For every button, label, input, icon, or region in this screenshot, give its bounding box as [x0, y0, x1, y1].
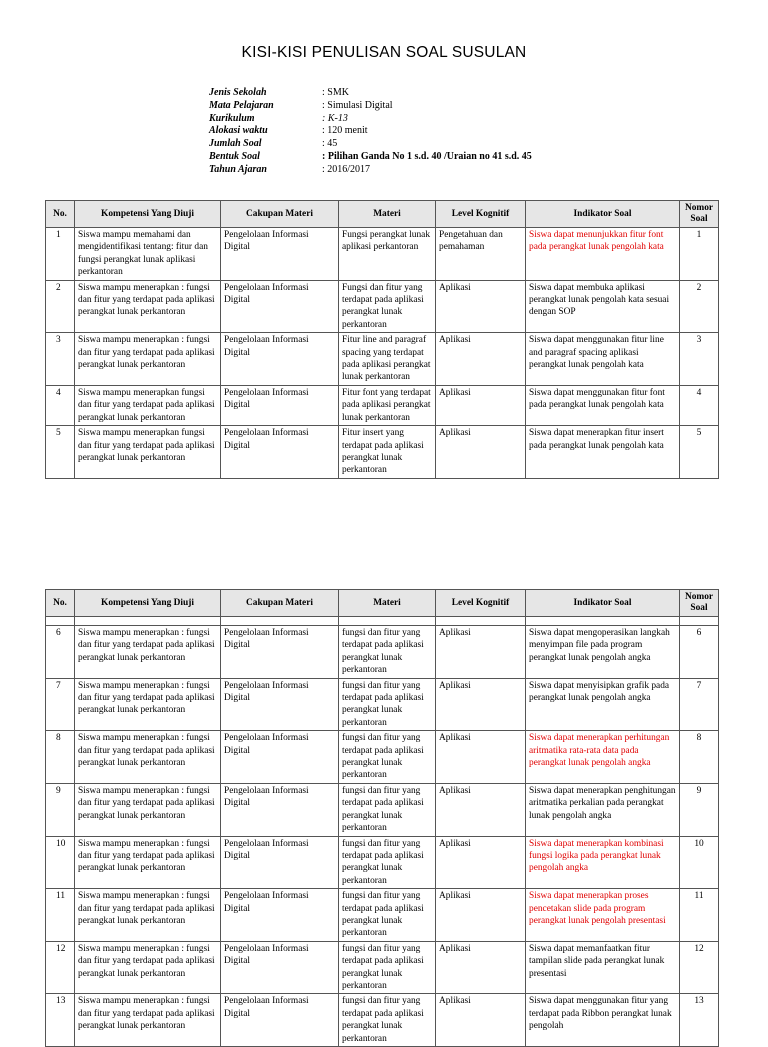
- table-row: [46, 889, 719, 942]
- cell-nomor-soal: 7: [680, 678, 719, 731]
- cell-level-kognitif: Aplikasi: [436, 889, 526, 942]
- cell-level-kognitif: Aplikasi: [436, 626, 526, 679]
- cell-materi: Fitur line and paragraf spacing yang terdapat pada aplikasi perangkat lunak perkantoran: [339, 333, 436, 386]
- cell-indikator-soal: Siswa dapat menyisipkan grafik pada perangkat lunak pengolah angka: [526, 678, 680, 731]
- cell-no: 12: [46, 941, 75, 994]
- cell-cakupan-materi: Pengelolaan Informasi Digital: [221, 385, 339, 425]
- meta-row-alokasi-waktu: [209, 125, 532, 138]
- table-row: [46, 228, 719, 281]
- cell-indikator-soal: Siswa dapat menerapkan penghitungan aritmatika perkalian pada perangkat lunak pengolah angka: [526, 783, 680, 836]
- column-header-materi: Materi: [339, 201, 436, 228]
- cell-level-kognitif: Aplikasi: [436, 994, 526, 1047]
- document-meta: [209, 87, 532, 177]
- cell-kompetensi: Siswa mampu menerapkan : fungsi dan fitur yang terdapat pada aplikasi perangkat lunak perkantoran: [75, 783, 221, 836]
- table-header-row: [46, 590, 719, 617]
- cell-indikator-soal: Siswa dapat menunjukkan fitur font pada perangkat lunak pengolah kata: [526, 228, 680, 281]
- cell-materi: Fungsi perangkat lunak aplikasi perkantoran: [339, 228, 436, 281]
- meta-row-bentuk-soal: [209, 151, 532, 164]
- cell-level-kognitif: Aplikasi: [436, 731, 526, 784]
- cell-nomor-soal: 3: [680, 333, 719, 386]
- cell-no: 9: [46, 783, 75, 836]
- cell-level-kognitif: Aplikasi: [436, 941, 526, 994]
- blank-cell: [339, 617, 436, 626]
- cell-materi: fungsi dan fitur yang terdapat pada aplikasi perangkat lunak perkantoran: [339, 626, 436, 679]
- meta-row-kurikulum: [209, 113, 532, 126]
- cell-level-kognitif: Aplikasi: [436, 333, 526, 386]
- cell-nomor-soal: 10: [680, 836, 719, 889]
- column-header-no: No.: [46, 201, 75, 228]
- cell-nomor-soal: 12: [680, 941, 719, 994]
- cell-kompetensi: Siswa mampu menerapkan : fungsi dan fitur yang terdapat pada aplikasi perangkat lunak perkantoran: [75, 333, 221, 386]
- column-header-indikator-soal: Indikator Soal: [526, 590, 680, 617]
- cell-nomor-soal: 11: [680, 889, 719, 942]
- cell-kompetensi: Siswa mampu menerapkan : fungsi dan fitur yang terdapat pada aplikasi perangkat lunak perkantoran: [75, 731, 221, 784]
- blank-cell: [436, 617, 526, 626]
- cell-indikator-soal: Siswa dapat mengoperasikan langkah menyimpan file pada program perangkat lunak pengolah angka: [526, 626, 680, 679]
- cell-indikator-soal: Siswa dapat menerapkan fitur insert pada perangkat lunak pengolah kata: [526, 426, 680, 479]
- cell-kompetensi: Siswa mampu memahami dan mengidentifikasi tentang: fitur dan fungsi perangkat lunak aplikasi perkantoran: [75, 228, 221, 281]
- cell-cakupan-materi: Pengelolaan Informasi Digital: [221, 333, 339, 386]
- cell-no: 13: [46, 994, 75, 1047]
- cell-kompetensi: Siswa mampu menerapkan : fungsi dan fitur yang terdapat pada aplikasi perangkat lunak perkantoran: [75, 994, 221, 1047]
- cell-level-kognitif: Aplikasi: [436, 426, 526, 479]
- column-header-cakupan-materi: Cakupan Materi: [221, 590, 339, 617]
- cell-nomor-soal: 4: [680, 385, 719, 425]
- column-header-indikator-soal: Indikator Soal: [526, 201, 680, 228]
- cell-no: 1: [46, 228, 75, 281]
- cell-no: 11: [46, 889, 75, 942]
- table-body: [46, 228, 719, 479]
- cell-no: 5: [46, 426, 75, 479]
- cell-kompetensi: Siswa mampu menerapkan : fungsi dan fitur yang terdapat pada aplikasi perangkat lunak perkantoran: [75, 626, 221, 679]
- cell-level-kognitif: Aplikasi: [436, 678, 526, 731]
- cell-materi: fungsi dan fitur yang terdapat pada aplikasi perangkat lunak perkantoran: [339, 889, 436, 942]
- meta-value: : 120 menit: [322, 125, 368, 137]
- cell-cakupan-materi: Pengelolaan Informasi Digital: [221, 994, 339, 1047]
- meta-value: : Simulasi Digital: [322, 99, 393, 111]
- cell-cakupan-materi: Pengelolaan Informasi Digital: [221, 678, 339, 731]
- cell-nomor-soal: 1: [680, 228, 719, 281]
- cell-no: 10: [46, 836, 75, 889]
- column-header-no: No.: [46, 590, 75, 617]
- column-header-kompetensi: Kompetensi Yang Diuji: [75, 201, 221, 228]
- column-header-kompetensi: Kompetensi Yang Diuji: [75, 590, 221, 617]
- table-row: [46, 626, 719, 679]
- meta-value: : SMK: [322, 87, 349, 98]
- cell-no: 8: [46, 731, 75, 784]
- meta-label: Alokasi waktu: [209, 125, 268, 137]
- table-header-row: [46, 201, 719, 228]
- cell-cakupan-materi: Pengelolaan Informasi Digital: [221, 280, 339, 333]
- cell-cakupan-materi: Pengelolaan Informasi Digital: [221, 889, 339, 942]
- meta-value: : Pilihan Ganda No 1 s.d. 40 /Uraian no 41 s.d. 45: [322, 150, 532, 162]
- table-row: [46, 941, 719, 994]
- cell-materi: fungsi dan fitur yang terdapat pada aplikasi perangkat lunak perkantoran: [339, 836, 436, 889]
- column-header-level-kognitif: Level Kognitif: [436, 201, 526, 228]
- column-header-level-kognitif: Level Kognitif: [436, 590, 526, 617]
- cell-level-kognitif: Aplikasi: [436, 280, 526, 333]
- meta-row-tahun-ajaran: [209, 164, 532, 177]
- meta-label: Bentuk Soal: [209, 150, 260, 162]
- blank-cell: [680, 617, 719, 626]
- cell-cakupan-materi: Pengelolaan Informasi Digital: [221, 941, 339, 994]
- table-row: [46, 333, 719, 386]
- cell-indikator-soal: Siswa dapat membuka aplikasi perangkat lunak pengolah kata sesuai dengan SOP: [526, 280, 680, 333]
- cell-kompetensi: Siswa mampu menerapkan : fungsi dan fitur yang terdapat pada aplikasi perangkat lunak perkantoran: [75, 836, 221, 889]
- column-header-cakupan-materi: Cakupan Materi: [221, 201, 339, 228]
- cell-materi: fungsi dan fitur yang terdapat pada aplikasi perangkat lunak perkantoran: [339, 731, 436, 784]
- cell-cakupan-materi: Pengelolaan Informasi Digital: [221, 626, 339, 679]
- cell-level-kognitif: Aplikasi: [436, 836, 526, 889]
- meta-label: Tahun Ajaran: [209, 163, 267, 175]
- cell-kompetensi: Siswa mampu menerapkan : fungsi dan fitur yang terdapat pada aplikasi perangkat lunak perkantoran: [75, 889, 221, 942]
- cell-level-kognitif: Pengetahuan dan pemahaman: [436, 228, 526, 281]
- cell-indikator-soal: Siswa dapat menerapkan kombinasi fungsi logika pada perangkat lunak pengolah angka: [526, 836, 680, 889]
- cell-kompetensi: Siswa mampu menerapkan : fungsi dan fitur yang terdapat pada aplikasi perangkat lunak perkantoran: [75, 941, 221, 994]
- cell-cakupan-materi: Pengelolaan Informasi Digital: [221, 228, 339, 281]
- cell-indikator-soal: Siswa dapat menggunakan fitur line and paragraf spacing aplikasi perangkat lunak pengolah kata: [526, 333, 680, 386]
- cell-materi: fungsi dan fitur yang terdapat pada aplikasi perangkat lunak perkantoran: [339, 941, 436, 994]
- cell-nomor-soal: 2: [680, 280, 719, 333]
- cell-cakupan-materi: Pengelolaan Informasi Digital: [221, 426, 339, 479]
- cell-kompetensi: Siswa mampu menerapkan fungsi dan fitur yang terdapat pada aplikasi perangkat lunak perkantoran: [75, 385, 221, 425]
- cell-nomor-soal: 8: [680, 731, 719, 784]
- meta-row-jumlah-soal: [209, 138, 532, 151]
- cell-materi: Fungsi dan fitur yang terdapat pada aplikasi perangkat lunak perkantoran: [339, 280, 436, 333]
- cell-nomor-soal: 6: [680, 626, 719, 679]
- meta-value: : 2016/2017: [322, 163, 371, 175]
- table-row: [46, 783, 719, 836]
- table-row: [46, 280, 719, 333]
- cell-no: 6: [46, 626, 75, 679]
- cell-kompetensi: Siswa mampu menerapkan fungsi dan fitur yang terdapat pada aplikasi perangkat lunak perkantoran: [75, 426, 221, 479]
- meta-value: : K-13: [322, 112, 348, 124]
- blank-cell: [526, 617, 680, 626]
- cell-cakupan-materi: Pengelolaan Informasi Digital: [221, 731, 339, 784]
- blank-cell: [221, 617, 339, 626]
- meta-label: Mata Pelajaran: [209, 99, 274, 111]
- table-row: [46, 426, 719, 479]
- table-body: [46, 626, 719, 1047]
- cell-no: 2: [46, 280, 75, 333]
- column-header-materi: Materi: [339, 590, 436, 617]
- cell-indikator-soal: Siswa dapat menggunakan fitur font pada perangkat lunak pengolah kata: [526, 385, 680, 425]
- column-header-nomor-soal: Nomor Soal: [680, 590, 719, 617]
- cell-level-kognitif: Aplikasi: [436, 385, 526, 425]
- column-header-nomor-soal: Nomor Soal: [680, 201, 719, 228]
- meta-label: Jumlah Soal: [209, 138, 262, 150]
- table-row: [46, 678, 719, 731]
- cell-materi: Fitur font yang terdapat pada aplikasi perangkat lunak perkantoran: [339, 385, 436, 425]
- cell-no: 7: [46, 678, 75, 731]
- cell-indikator-soal: Siswa dapat menerapkan perhitungan aritmatika rata-rata data pada perangkat lunak pengolah angka: [526, 731, 680, 784]
- meta-label: Kurikulum: [209, 112, 255, 124]
- cell-materi: fungsi dan fitur yang terdapat pada aplikasi perangkat lunak perkantoran: [339, 994, 436, 1047]
- cell-materi: fungsi dan fitur yang terdapat pada aplikasi perangkat lunak perkantoran: [339, 678, 436, 731]
- cell-nomor-soal: 9: [680, 783, 719, 836]
- cell-cakupan-materi: Pengelolaan Informasi Digital: [221, 783, 339, 836]
- kisi-kisi-table-2: [45, 589, 719, 1047]
- cell-level-kognitif: Aplikasi: [436, 783, 526, 836]
- cell-cakupan-materi: Pengelolaan Informasi Digital: [221, 836, 339, 889]
- table-row: [46, 731, 719, 784]
- cell-indikator-soal: Siswa dapat menerapkan proses pencetakan slide pada program perangkat lunak pengolah presentasi: [526, 889, 680, 942]
- cell-no: 4: [46, 385, 75, 425]
- cell-nomor-soal: 5: [680, 426, 719, 479]
- cell-kompetensi: Siswa mampu menerapkan : fungsi dan fitur yang terdapat pada aplikasi perangkat lunak perkantoran: [75, 678, 221, 731]
- cell-indikator-soal: Siswa dapat menggunakan fitur yang terdapat pada Ribbon perangkat lunak pengolah: [526, 994, 680, 1047]
- blank-cell: [46, 617, 75, 626]
- cell-no: 3: [46, 333, 75, 386]
- meta-row-mata-pelajaran: [209, 100, 532, 113]
- cell-kompetensi: Siswa mampu menerapkan : fungsi dan fitur yang terdapat pada aplikasi perangkat lunak perkantoran: [75, 280, 221, 333]
- cell-materi: Fitur insert yang terdapat pada aplikasi perangkat lunak perkantoran: [339, 426, 436, 479]
- blank-spacer-row: [46, 617, 719, 626]
- cell-indikator-soal: Siswa dapat memanfaatkan fitur tampilan slide pada perangkat lunak presentasi: [526, 941, 680, 994]
- table-row: [46, 385, 719, 425]
- meta-row-jenis-sekolah: [209, 87, 532, 100]
- meta-value: : 45: [322, 138, 338, 150]
- blank-cell: [75, 617, 221, 626]
- table-row: [46, 836, 719, 889]
- table-row: [46, 994, 719, 1047]
- cell-materi: fungsi dan fitur yang terdapat pada aplikasi perangkat lunak perkantoran: [339, 783, 436, 836]
- kisi-kisi-table-1: [45, 200, 719, 479]
- document-title: KISI-KISI PENULISAN SOAL SUSULAN: [241, 44, 527, 61]
- cell-nomor-soal: 13: [680, 994, 719, 1047]
- meta-label: Jenis Sekolah: [209, 87, 267, 98]
